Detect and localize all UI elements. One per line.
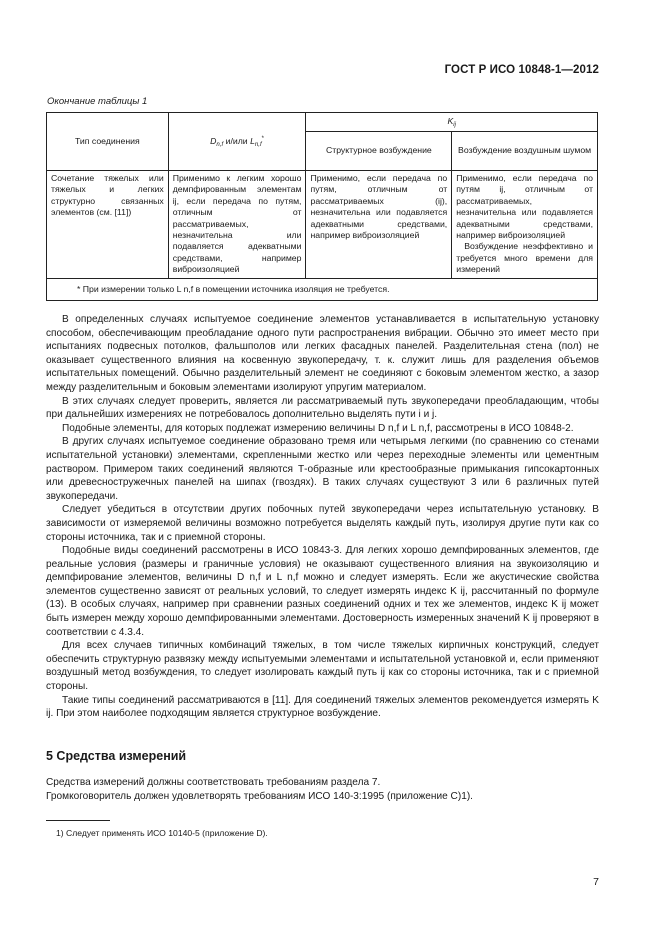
cell-airborne-part2: Возбуждение неэффективно и требуется много времени для измерений xyxy=(456,241,593,275)
body-text xyxy=(46,313,599,721)
section-line-2: Громкоговоритель должен удовлетворять требованиям ИСО 140-3:1995 (приложение С)1). xyxy=(46,790,473,802)
paragraph-5: Следует убедиться в отсутствии других побочных путей звукопередачи через испытательную установку. В зависимости от измеряемой величины возможно потребуется выделять каждый путь, изолируя другие пути как со стороны источника, так и с приемной стороны. xyxy=(46,504,599,543)
document-header: ГОСТ Р ИСО 10848-1—2012 xyxy=(444,64,599,76)
header-kij: $K_{ij}$ xyxy=(306,113,598,132)
cell-joint-type: Сочетание тяжелых или тяжелых и легких структурно связанных элементов (см. [11]) xyxy=(47,171,169,279)
cell-airborne xyxy=(452,171,598,279)
paragraph-1: В определенных случаях испытуемое соединение элементов устанавливается в испытательную установку способом, обеспечивающим преобладание одного пути распространения вибрации. Обычно это имеет место при испытаниях подвесных потолков, фальшполов или легких фасадных панелей. Разделительная стена (пол) не оказывает существенного влияния на косвенную звукопередачу, т. к. служит лишь для разделения объемов испытательных помещений. Обычно разделительный элемент не соединяют с боковым элементом жестко, а зазор между разделительным и боковым элементами изолируют упругим материалом. xyxy=(46,314,599,393)
section-body xyxy=(46,776,599,803)
page-number: 7 xyxy=(593,876,599,888)
paragraph-6: Подобные виды соединений рассмотрены в ИСО 10843-3. Для легких хорошо демпфированных элементов, где реальные условия (размеры и граничные условия) не оказывают существенного влияния на звукоизоляцию и демпфирование элементов, величины D n,f и L n,f можно и следует измерять. Если же акустические свойства элементов существенно зависят от реальных условий, то следует измерять индекс K ij, рассчитанный по формуле (13). В особых случаях, например при сравнении разных соединений одних и тех же элементов, индекс K ij может быть измерен между хорошо демпфированными элементами. Достоверность измеренных значений K ij проверяют в соответствии с 4.3.4. xyxy=(46,545,599,638)
table-footnote: * При измерении только L n,f в помещении источника изоляция не требуется. xyxy=(47,278,598,300)
header-structural: Структурное возбуждение xyxy=(306,132,452,171)
footnote: 1) Следует применять ИСО 10140-5 (приложение D). xyxy=(56,828,268,838)
cell-airborne-part1: Применимо, если передача по путям ij, отличным от рассматриваемых, незначительна или подавляется адекватными средствами, например виброизоляцией xyxy=(456,173,593,241)
section-title: 5 Средства измерений xyxy=(46,749,187,763)
table-caption: Окончание таблицы 1 xyxy=(47,96,148,107)
header-airborne: Возбуждение воздушным шумом xyxy=(452,132,598,171)
header-joint-type: Тип соединения xyxy=(47,113,169,171)
paragraph-8: Такие типы соединений рассматриваются в [11]. Для соединений тяжелых элементов рекомендуется измерять K ij. При этом наиболее подходящим является структурное возбуждение. xyxy=(46,694,599,720)
cell-structural: Применимо, если передача по путям, отличным от рассматриваемых (ij), незначительна или подавляется адекватными средствами, например виброизоляцией xyxy=(306,171,452,279)
paragraph-4: В других случаях испытуемое соединение образовано тремя или четырьмя легкими (по сравнению со стенами испытательной установки) элементами, скрепленными жестко или через переходные элементы или цементным раствором. Примером таких соединений являются Т-образные или крестообразные примыкания гипсокартонных или древесностружечных панелей на шипах (гвоздях). В таких случаях существуют 3 или 6 различных путей звукопередачи. xyxy=(46,436,599,502)
section-line-1: Средства измерений должны соответствовать требованиям раздела 7. xyxy=(46,777,381,788)
header-dnf-lnf: $D_{n,f}$ и/или $L_{n,f}^*$ xyxy=(168,113,306,171)
joint-types-table xyxy=(46,112,598,301)
cell-dnf-lnf: Применимо к легким хорошо демпфированным элементам ij, если передача по путям, отличным от рассматриваемых, незначительна или подавляется адекватными средствами, например виброизоляцией xyxy=(168,171,306,279)
paragraph-7: Для всех случаев типичных комбинаций тяжелых, в том числе тяжелых кирпичных конструкций, следует обеспечить структурную развязку между испытуемыми элементами и испытательной установкой и, если применяют воздушный метод возбуждения, то следует изолировать каждый путь ij как со стороны источника, так и с приемной стороны. xyxy=(46,640,599,693)
paragraph-3: Подобные элементы, для которых подлежат измерению величины D n,f и L n,f, рассмотрены в ИСО 10848-2. xyxy=(62,422,574,434)
paragraph-2: В этих случаях следует проверить, является ли рассматриваемый путь звукопередачи преобладающим, чтобы при дальнейших измерениях не потребовалось дополнительно выделять пути i и j. xyxy=(46,395,599,421)
footnote-divider xyxy=(46,820,110,821)
